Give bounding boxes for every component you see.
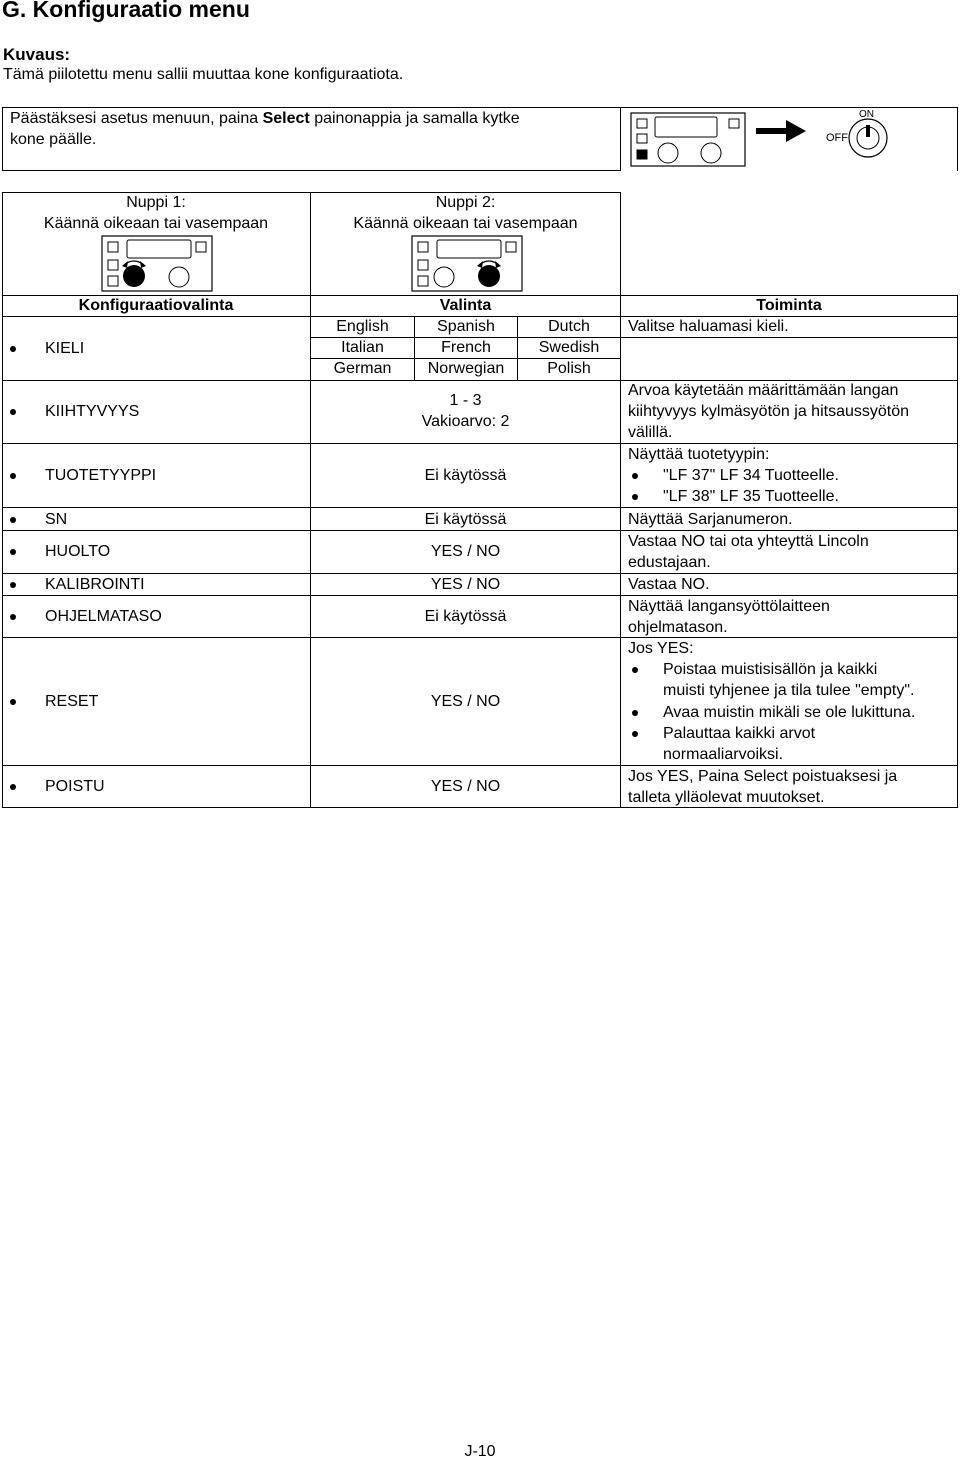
row-kalibrointi-name: KALIBROINTI: [45, 576, 145, 593]
row-huolto-name: HUOLTO: [45, 543, 111, 560]
language-option: German: [333, 360, 392, 377]
row-tuotetyyppi-name: TUOTETYYPPI: [45, 467, 157, 484]
description-heading: Kuvaus:: [3, 45, 71, 64]
language-option: Dutch: [548, 318, 590, 335]
switch-off-label: OFF: [826, 132, 848, 144]
row-reset-action-item: Poistaa muistisisällön ja kaikki: [663, 661, 878, 678]
row-sn-name: SN: [45, 511, 68, 528]
language-option: English: [336, 318, 389, 335]
arrow-right-icon: [756, 120, 806, 142]
knob1-panel-icon: [100, 234, 216, 294]
row-reset-action-item: muisti tyhjenee ja tila tulee "empty".: [663, 682, 915, 699]
bullet-icon: [10, 473, 16, 479]
bullet-icon: [10, 346, 16, 352]
description-text: Tämä piilotettu menu sallii muuttaa kone konfiguraatiota.: [3, 66, 404, 83]
bullet-icon: [632, 731, 638, 737]
bullet-icon: [632, 710, 638, 716]
row-kiihtyvyys-action: kiihtyvyys kylmäsyötön ja hitsaussyötön: [628, 403, 909, 420]
language-option: Norwegian: [427, 360, 505, 377]
section-title: G. Konfiguraatio menu: [2, 0, 250, 22]
row-ohjelmataso-action: Näyttää langansyöttölaitteen: [628, 598, 830, 615]
row-kiihtyvyys-action: välillä.: [628, 424, 673, 441]
row-tuotetyyppi-action-item: "LF 38" LF 35 Tuotteelle.: [663, 488, 839, 505]
row-ohjelmataso-action: ohjelmatason.: [628, 619, 728, 636]
row-kiihtyvyys-range: 1 - 3: [449, 392, 482, 409]
header-configuration: Konfiguraatiovalinta: [78, 297, 234, 314]
bullet-icon: [10, 614, 16, 620]
row-tuotetyyppi-value: Ei käytössä: [424, 467, 507, 484]
bullet-icon: [10, 784, 16, 790]
page-number: J-10: [464, 1443, 496, 1460]
bullet-icon: [10, 582, 16, 588]
entry-instruction-line2: kone päälle.: [10, 131, 97, 148]
language-option: Swedish: [538, 339, 600, 356]
bullet-icon: [10, 517, 16, 523]
entry-instruction-line1: Päästäksesi asetus menuun, paina Select painonappia ja samalla kytke: [10, 110, 520, 127]
row-kieli-action: Valitse haluamasi kieli.: [628, 318, 789, 335]
bullet-icon: [632, 667, 638, 673]
row-kalibrointi-value: YES / NO: [430, 576, 501, 593]
row-reset-action-item: Palauttaa kaikki arvot: [663, 725, 816, 742]
row-kiihtyvyys-default: Vakioarvo: 2: [421, 413, 510, 430]
language-option: French: [441, 339, 491, 356]
language-option: Spanish: [437, 318, 495, 335]
header-selection: Valinta: [439, 297, 492, 314]
bullet-icon: [632, 494, 638, 500]
language-option: Italian: [341, 339, 384, 356]
row-reset-action-item: normaaliarvoiksi.: [663, 746, 784, 763]
header-function: Toiminta: [756, 297, 822, 314]
row-kalibrointi-action: Vastaa NO.: [628, 576, 710, 593]
row-reset-name: RESET: [45, 693, 99, 710]
control-panel-icon: [631, 113, 745, 166]
language-option: Polish: [547, 360, 591, 377]
bullet-icon: [10, 549, 16, 555]
row-kiihtyvyys-name: KIIHTYVYYS: [45, 403, 140, 420]
row-sn-action: Näyttää Sarjanumeron.: [628, 511, 793, 528]
row-poistu-action: talleta ylläolevat muutokset.: [628, 789, 825, 806]
switch-on-label: ON: [859, 109, 874, 120]
row-tuotetyyppi-action-title: Näyttää tuotetyypin:: [628, 446, 770, 463]
row-sn-value: Ei käytössä: [424, 511, 507, 528]
row-poistu-action: Jos YES, Paina Select poistuaksesi ja: [628, 768, 898, 785]
row-poistu-name: POISTU: [45, 778, 105, 795]
row-reset-action-title: Jos YES:: [628, 640, 694, 657]
knob2-instruction: Käännä oikeaan tai vasempaan: [353, 215, 578, 232]
row-kieli-name: KIELI: [45, 340, 85, 357]
row-huolto-action: edustajaan.: [628, 554, 711, 571]
bullet-icon: [10, 699, 16, 705]
row-kiihtyvyys-action: Arvoa käytetään määrittämään langan: [628, 382, 899, 399]
bullet-icon: [632, 473, 638, 479]
bullet-icon: [10, 409, 16, 415]
knob1-title: Nuppi 1:: [126, 194, 186, 211]
power-switch-icon: [849, 119, 887, 157]
row-poistu-value: YES / NO: [430, 778, 501, 795]
knob1-instruction: Käännä oikeaan tai vasempaan: [43, 215, 269, 232]
row-huolto-value: YES / NO: [430, 543, 501, 560]
row-reset-action-item: Avaa muistin mikäli se ole lukittuna.: [663, 704, 916, 721]
row-huolto-action: Vastaa NO tai ota yhteyttä Lincoln: [628, 533, 869, 550]
select-keyword: Select: [262, 110, 310, 127]
knob2-panel-icon: [410, 234, 526, 294]
knob2-title: Nuppi 2:: [435, 194, 496, 211]
row-reset-value: YES / NO: [430, 693, 501, 710]
row-ohjelmataso-name: OHJELMATASO: [45, 608, 162, 625]
power-on-illustration: [628, 110, 958, 170]
row-tuotetyyppi-action-item: "LF 37" LF 34 Tuotteelle.: [663, 467, 839, 484]
row-ohjelmataso-value: Ei käytössä: [424, 608, 507, 625]
